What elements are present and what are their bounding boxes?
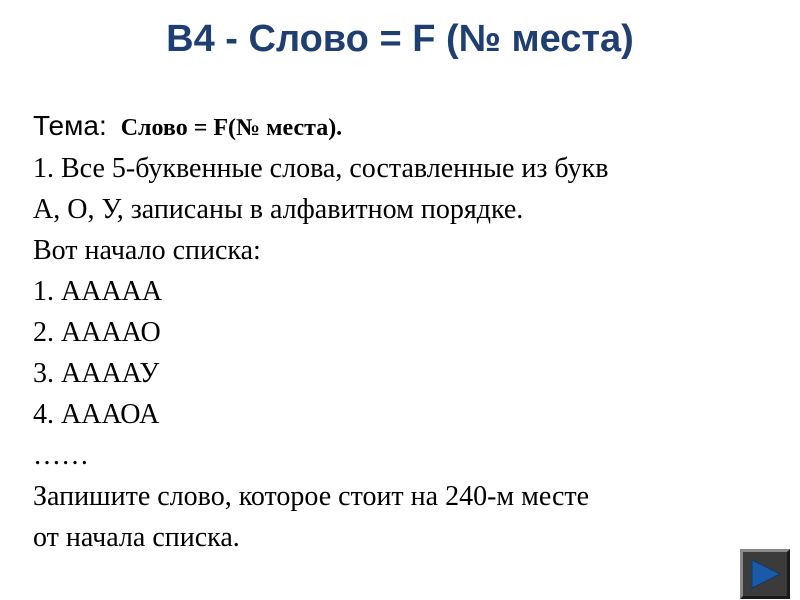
topic-colon: : bbox=[98, 110, 107, 141]
next-slide-button[interactable] bbox=[740, 549, 790, 599]
task-line: А, О, У, записаны в алфавитном порядке. bbox=[33, 194, 524, 225]
question-line: Запишите слово, которое стоит на 240-м месте bbox=[33, 481, 590, 512]
question-line: от начала списка. bbox=[33, 522, 240, 553]
list-item: 4. АААОА bbox=[33, 399, 160, 430]
play-next-icon bbox=[749, 557, 783, 591]
task-line: 1. Все 5-буквенные слова, составленные из букв bbox=[33, 153, 609, 184]
list-item: 2. ААААО bbox=[33, 317, 161, 348]
topic-line bbox=[33, 104, 773, 148]
ellipsis-line: …… bbox=[33, 440, 89, 471]
slide-title: B4 - Слово = F (№ места) bbox=[166, 18, 634, 60]
topic-value: Слово = F(№ места). bbox=[120, 115, 343, 141]
slide-content bbox=[33, 104, 773, 558]
topic-label: Тема bbox=[33, 110, 99, 141]
list-item: 3. ААААУ bbox=[33, 358, 160, 389]
list-item: 1. ААААА bbox=[33, 276, 163, 307]
task-line: Вот начало списка: bbox=[33, 235, 261, 266]
